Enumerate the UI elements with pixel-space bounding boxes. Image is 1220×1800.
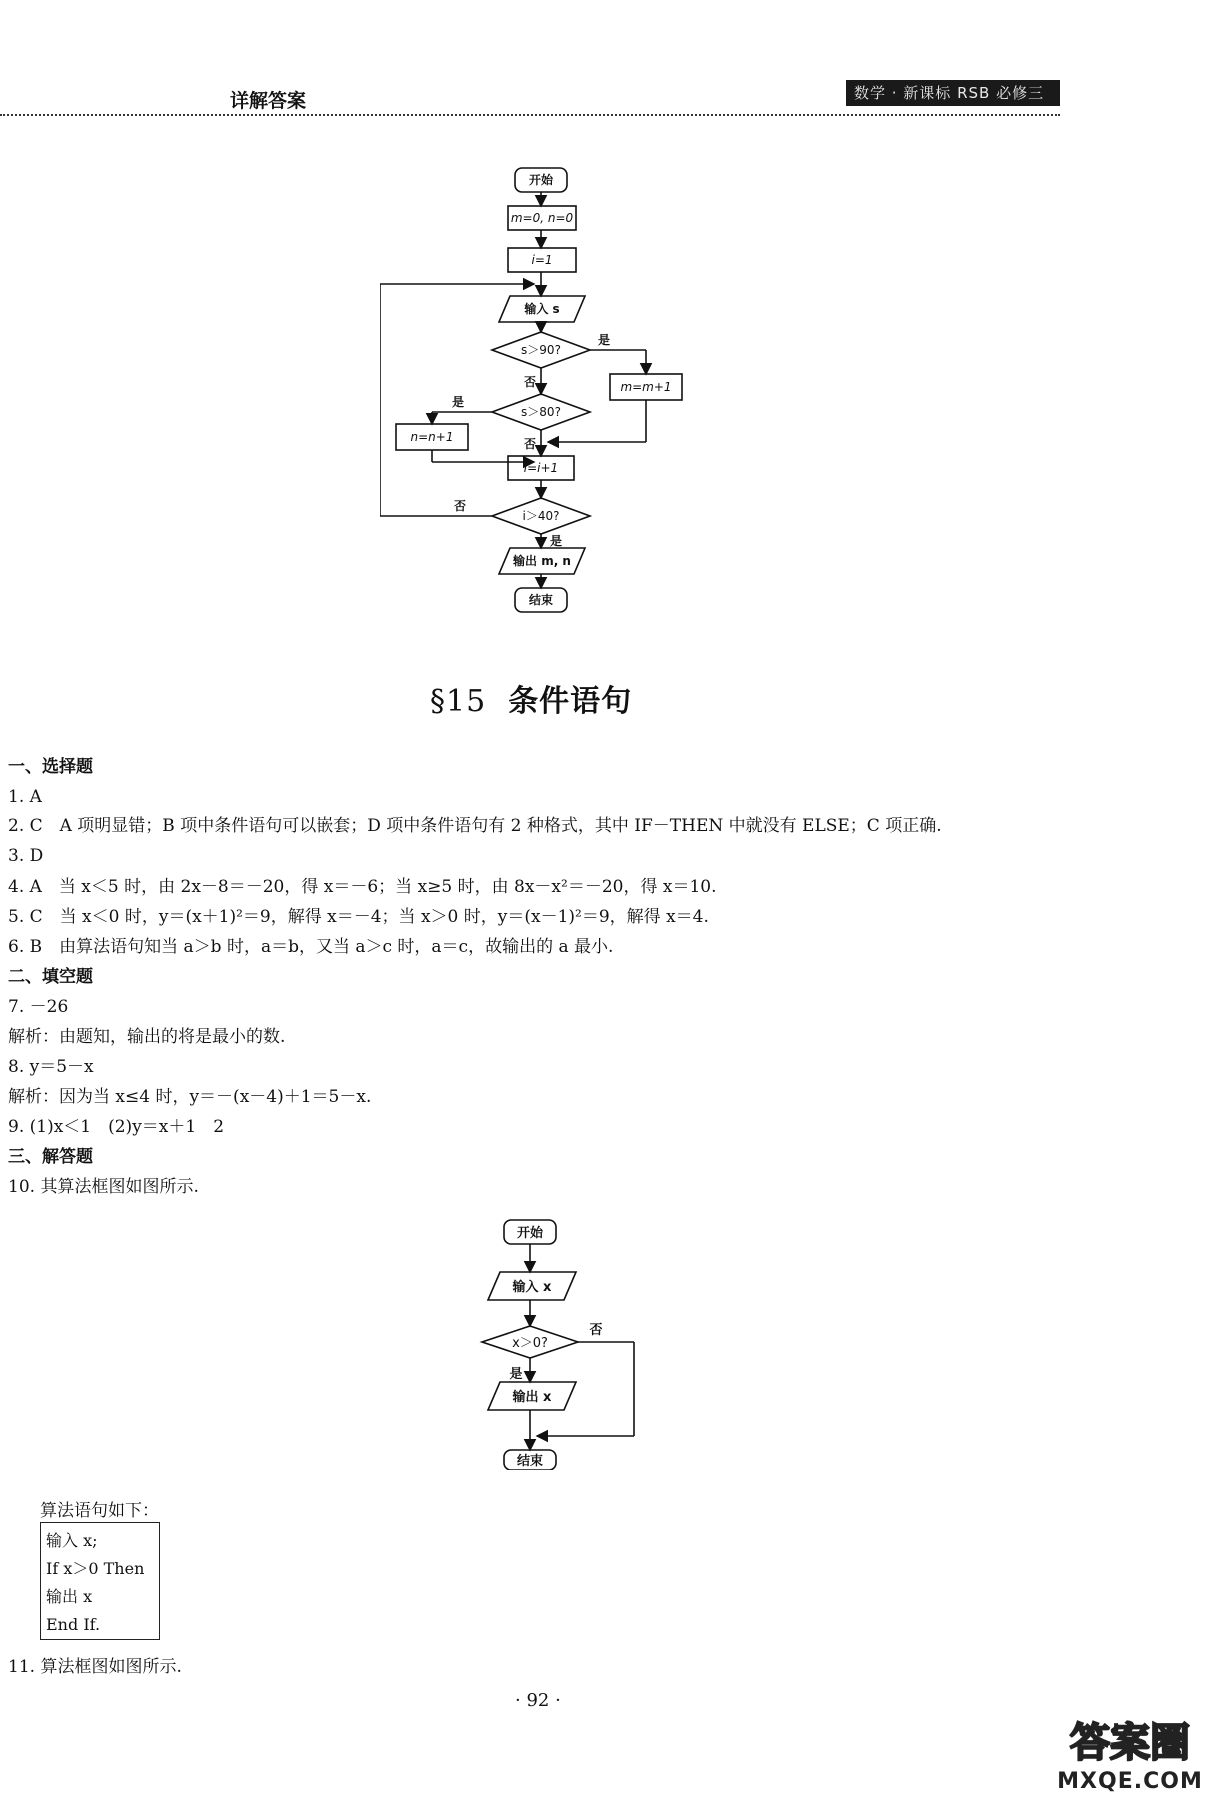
fc1-output-label: 输出 m, n — [513, 554, 571, 568]
fc1-init-i-label: i=1 — [531, 253, 553, 267]
fc1-cond3-no: 否 — [453, 499, 467, 513]
fc1-cond1-no: 否 — [523, 375, 537, 389]
answer-q8: 8. y＝5－x — [8, 1057, 94, 1077]
watermark-logo — [1046, 1710, 1214, 1794]
answer-q4: 4. A 当 x＜5 时，由 2x－8＝－20，得 x＝－6；当 x≥5 时，由 8x－x²＝－20，得 x＝10. — [8, 877, 717, 897]
answer-q9: 9. (1)x＜1 (2)y＝x＋1 2 — [8, 1117, 225, 1137]
fc1-start-label: 开始 — [528, 173, 554, 187]
answer-q10: 10. 其算法框图如图所示. — [8, 1177, 199, 1197]
fc2-start-label: 开始 — [516, 1226, 544, 1241]
answer-q7-explanation: 解析：由题知，输出的将是最小的数. — [8, 1027, 286, 1047]
fc1-cond2-yes: 是 — [451, 395, 465, 409]
page-number: · 92 · — [515, 1690, 561, 1711]
part1-heading: 一、选择题 — [8, 757, 93, 777]
fc2-end-label: 结束 — [516, 1454, 544, 1469]
flowchart-counting-scores — [380, 160, 720, 650]
fc1-cond1-label: s＞90? — [521, 343, 561, 357]
fc1-init-mn-label: m=0, n=0 — [510, 211, 574, 225]
answer-q5: 5. C 当 x＜0 时，y＝(x＋1)²＝9，解得 x＝－4；当 x＞0 时，y＝(x－1)²＝9，解得 x＝4. — [8, 907, 709, 927]
answer-q6: 6. B 由算法语句知当 a＞b 时，a＝b，又当 a＞c 时，a＝c，故输出的 a 最小. — [8, 937, 614, 957]
running-header-badge: 数学 · 新课标 RSB 必修三 — [846, 80, 1060, 106]
watermark-site: MXQE.COM — [1057, 1769, 1203, 1794]
code-line: 输出 x — [46, 1587, 93, 1606]
code-line: 输入 x; — [46, 1531, 98, 1550]
part2-heading: 二、填空题 — [8, 967, 93, 987]
section-number: §15 — [430, 684, 487, 719]
answer-q8-explanation: 解析：因为当 x≤4 时，y＝－(x－4)＋1＝5－x. — [8, 1087, 372, 1107]
fc1-cond2-label: s＞80? — [521, 405, 561, 419]
fc1-m-inc-label: m=m+1 — [620, 380, 672, 394]
fc2-input-label: 输入 x — [512, 1280, 552, 1295]
watermark-logo-text: 答案圈 — [1070, 1720, 1190, 1766]
fc2-no-label: 否 — [589, 1323, 603, 1338]
fc1-input-label: 输入 s — [524, 302, 560, 316]
answer-q7: 7. －26 — [8, 997, 69, 1017]
fc1-cond2-no: 否 — [523, 437, 537, 451]
fc2-yes-label: 是 — [509, 1367, 523, 1382]
fc1-cond3-label: i＞40? — [522, 509, 560, 523]
fc1-end-label: 结束 — [528, 593, 554, 607]
header-divider — [0, 114, 1060, 116]
section-title-text: 条件语句 — [508, 684, 633, 719]
fc1-cond1-yes: 是 — [597, 333, 611, 347]
flowchart-output-positive — [450, 1210, 650, 1470]
running-header-title: 详解答案 — [230, 90, 307, 112]
answer-q3: 3. D — [8, 846, 44, 866]
answer-q11: 11. 算法框图如图所示. — [8, 1657, 182, 1677]
fc1-i-inc-label: i=i+1 — [523, 461, 559, 475]
fc1-n-inc-label: n=n+1 — [410, 430, 454, 444]
fc2-output-label: 输出 x — [512, 1390, 552, 1405]
fc2-cond-label: x＞0? — [512, 1336, 548, 1351]
fc1-cond3-yes: 是 — [549, 534, 563, 548]
part3-heading: 三、解答题 — [8, 1147, 93, 1167]
code-intro: 算法语句如下： — [40, 1501, 159, 1521]
code-line: If x＞0 Then — [46, 1559, 145, 1578]
section-title — [430, 676, 632, 720]
answer-q1: 1. A — [8, 787, 42, 807]
code-block — [40, 1522, 160, 1640]
code-line: End If. — [46, 1615, 101, 1634]
answer-q2: 2. C A 项明显错；B 项中条件语句可以嵌套；D 项中条件语句有 2 种格式，其中 IF－THEN 中就没有 ELSE；C 项正确. — [8, 816, 942, 836]
